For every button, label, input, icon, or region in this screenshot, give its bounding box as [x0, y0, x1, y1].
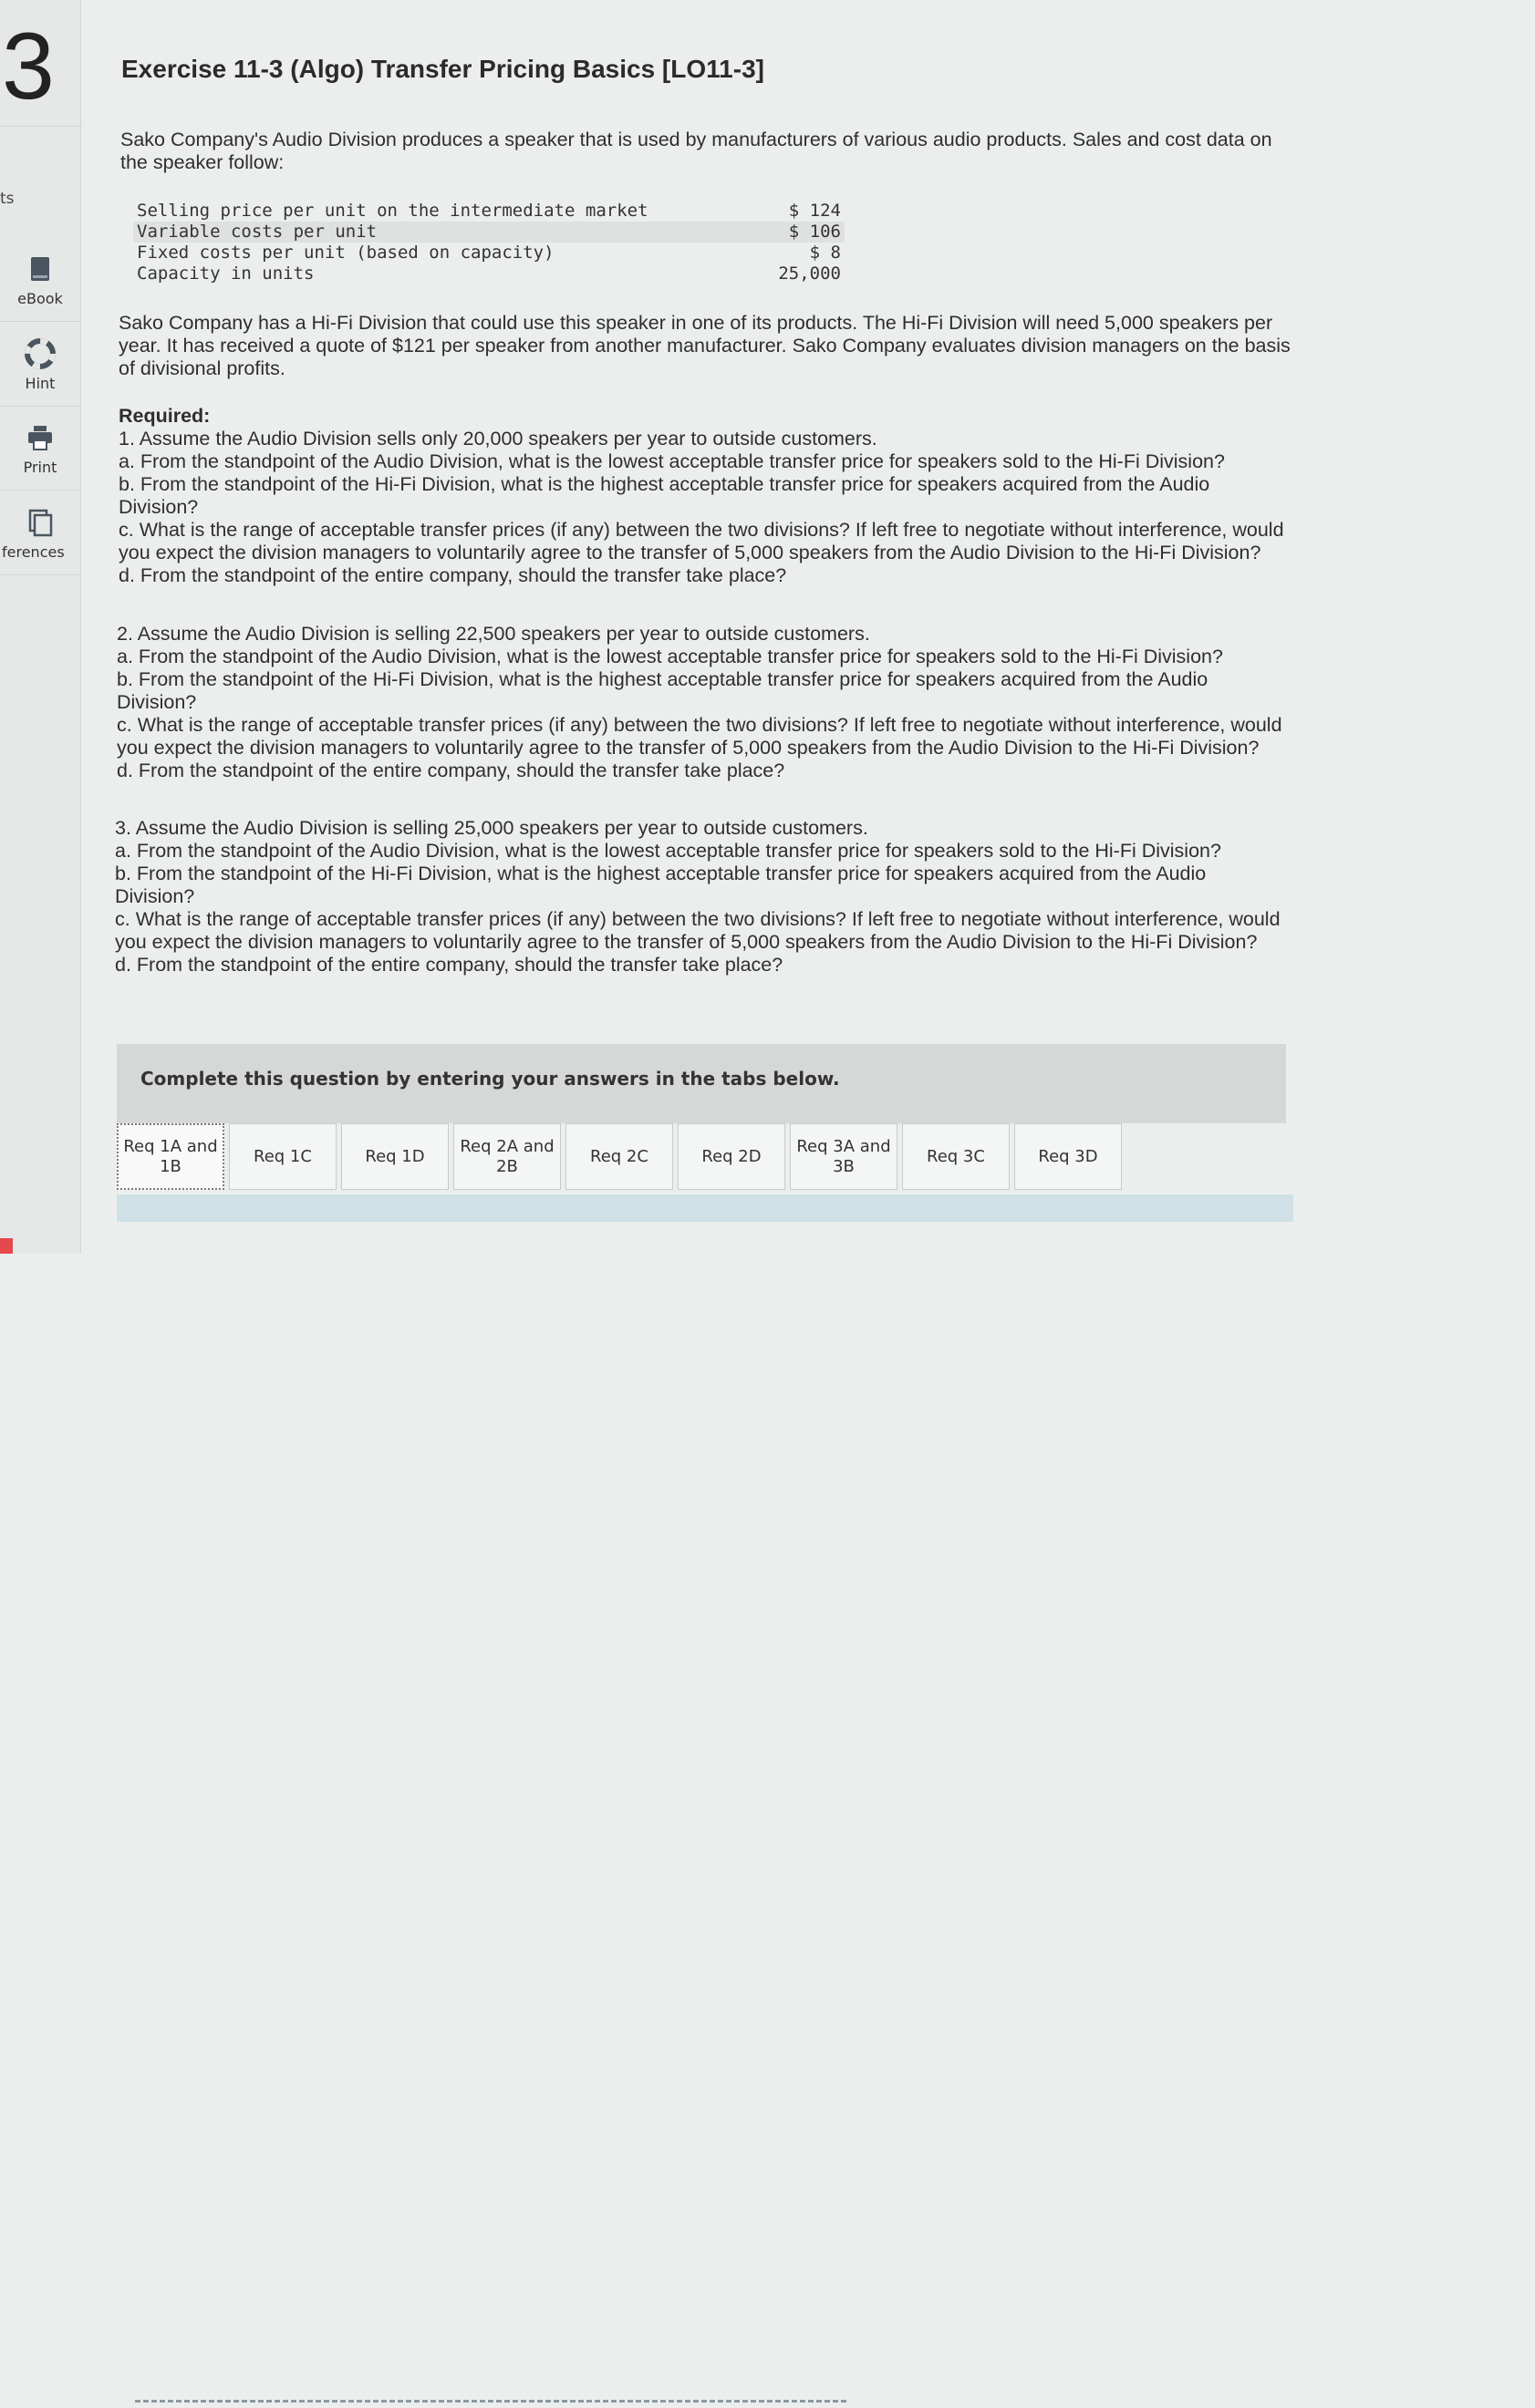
tab-req-1d[interactable]: Req 1D: [341, 1123, 449, 1190]
sidebar-item-hint[interactable]: [0, 324, 80, 407]
required-section-1: [119, 405, 1414, 587]
required-section-3: [115, 817, 1410, 977]
book-icon: [25, 253, 56, 284]
truncated-text: [135, 2400, 846, 2408]
part3-c: c. What is the range of acceptable transfer prices (if any) between the two divisions? If left free to negotiate without interference, would: [115, 908, 1281, 930]
table-cell-label: Fixed costs per unit (based on capacity): [137, 243, 555, 263]
requirement-tabs: [117, 1123, 1302, 1194]
tab-req-1a-1b[interactable]: Req 1A and 1B: [117, 1123, 224, 1190]
part1-c-cont: you expect the division managers to voluntarily agree to the transfer of 5,000 speakers from the Audio Division to the Hi-Fi Division?: [119, 542, 1261, 563]
table-cell-label: Selling price per unit on the intermediate market: [137, 201, 648, 221]
hifi-paragraph: [119, 312, 1414, 380]
part1-intro: 1. Assume the Audio Division sells only 20,000 speakers per year to outside customers.: [119, 428, 877, 450]
part1-b-cont: Division?: [119, 496, 199, 518]
table-row: [133, 222, 845, 243]
sidebar-item-label: eBook: [17, 290, 63, 307]
part3-a: a. From the standpoint of the Audio Division, what is the lowest acceptable transfer price for speakers sold to the Hi-Fi Division?: [115, 840, 1221, 862]
tab-content-strip: [117, 1194, 1293, 1222]
sidebar-item-label: ferences: [2, 543, 65, 561]
tabs-instructions-panel: [117, 1044, 1286, 1123]
instructions-text: Complete this question by entering your answers in the tabs below.: [140, 1068, 840, 1090]
table-row: [133, 201, 845, 222]
tab-req-3d[interactable]: Req 3D: [1014, 1123, 1122, 1190]
part2-b-cont: Division?: [117, 691, 197, 713]
exercise-title: Exercise 11-3 (Algo) Transfer Pricing Basics [LO11-3]: [121, 55, 764, 83]
required-label: Required:: [119, 405, 211, 427]
part2-c-cont: you expect the division managers to voluntarily agree to the transfer of 5,000 speakers from the Audio Division to the Hi-Fi Division?: [117, 737, 1260, 759]
part1-c: c. What is the range of acceptable transfer prices (if any) between the two divisions? If left free to negotiate without interference, would: [119, 519, 1284, 541]
part1-b: b. From the standpoint of the Hi-Fi Division, what is the highest acceptable transfer price for speakers acquired from the Audio: [119, 473, 1210, 495]
hifi-line: of divisional profits.: [119, 357, 285, 379]
table-cell-value: 25,000: [778, 264, 841, 284]
status-marker: [0, 1238, 13, 1254]
question-number: 3: [0, 7, 82, 127]
tab-req-3c[interactable]: Req 3C: [902, 1123, 1010, 1190]
part2-intro: 2. Assume the Audio Division is selling 22,500 speakers per year to outside customers.: [117, 623, 870, 645]
sales-cost-table: [133, 201, 845, 284]
left-sidebar: [0, 0, 81, 1254]
table-cell-label: Variable costs per unit: [133, 222, 691, 243]
part3-b-cont: Division?: [115, 885, 195, 907]
printer-icon: [25, 422, 56, 453]
tab-req-2a-2b[interactable]: Req 2A and 2B: [453, 1123, 561, 1190]
points-label: ts: [0, 190, 15, 208]
sidebar-item-label: Hint: [25, 375, 56, 392]
part2-c: c. What is the range of acceptable transfer prices (if any) between the two divisions? If left free to negotiate without interference, would: [117, 714, 1282, 736]
part2-d: d. From the standpoint of the entire company, should the transfer take place?: [117, 760, 785, 781]
lifebuoy-icon: [25, 338, 56, 369]
table-cell-value: $ 8: [809, 243, 841, 263]
hifi-line: Sako Company has a Hi-Fi Division that could use this speaker in one of its products. The Hi-Fi Division will need 5,000 speakers per: [119, 312, 1273, 334]
intro-paragraph: [120, 129, 1397, 174]
references-icon: [25, 507, 56, 538]
tab-req-2c[interactable]: Req 2C: [565, 1123, 673, 1190]
part3-d: d. From the standpoint of the entire company, should the transfer take place?: [115, 954, 783, 976]
table-cell-value: $ 106: [691, 222, 845, 243]
tab-req-3a-3b[interactable]: Req 3A and 3B: [790, 1123, 897, 1190]
part1-d: d. From the standpoint of the entire company, should the transfer take place?: [119, 564, 787, 586]
sidebar-item-ebook[interactable]: [0, 239, 80, 322]
table-row: [133, 243, 845, 264]
sidebar-item-references[interactable]: [0, 492, 80, 575]
part2-a: a. From the standpoint of the Audio Division, what is the lowest acceptable transfer price for speakers sold to the Hi-Fi Division?: [117, 646, 1223, 667]
intro-line: Sako Company's Audio Division produces a speaker that is used by manufacturers of various audio products. Sales and cost data on: [120, 129, 1272, 150]
sidebar-item-print[interactable]: [0, 408, 80, 491]
tab-req-1c[interactable]: Req 1C: [229, 1123, 337, 1190]
table-row: [133, 264, 845, 284]
part3-b: b. From the standpoint of the Hi-Fi Division, what is the highest acceptable transfer price for speakers acquired from the Audio: [115, 863, 1207, 884]
hifi-line: year. It has received a quote of $121 per speaker from another manufacturer. Sako Company evaluates division managers on the basis: [119, 335, 1291, 357]
part2-b: b. From the standpoint of the Hi-Fi Division, what is the highest acceptable transfer price for speakers acquired from the Audio: [117, 668, 1208, 690]
sidebar-item-label: Print: [23, 459, 57, 476]
part1-a: a. From the standpoint of the Audio Division, what is the lowest acceptable transfer price for speakers sold to the Hi-Fi Division?: [119, 450, 1225, 472]
table-cell-label: Capacity in units: [137, 264, 315, 284]
intro-line: the speaker follow:: [120, 151, 285, 173]
tab-req-2d[interactable]: Req 2D: [678, 1123, 785, 1190]
required-section-2: [117, 623, 1412, 782]
table-cell-value: $ 124: [788, 201, 841, 221]
part3-c-cont: you expect the division managers to voluntarily agree to the transfer of 5,000 speakers from the Audio Division to the Hi-Fi Division?: [115, 931, 1258, 953]
part3-intro: 3. Assume the Audio Division is selling 25,000 speakers per year to outside customers.: [115, 817, 868, 839]
